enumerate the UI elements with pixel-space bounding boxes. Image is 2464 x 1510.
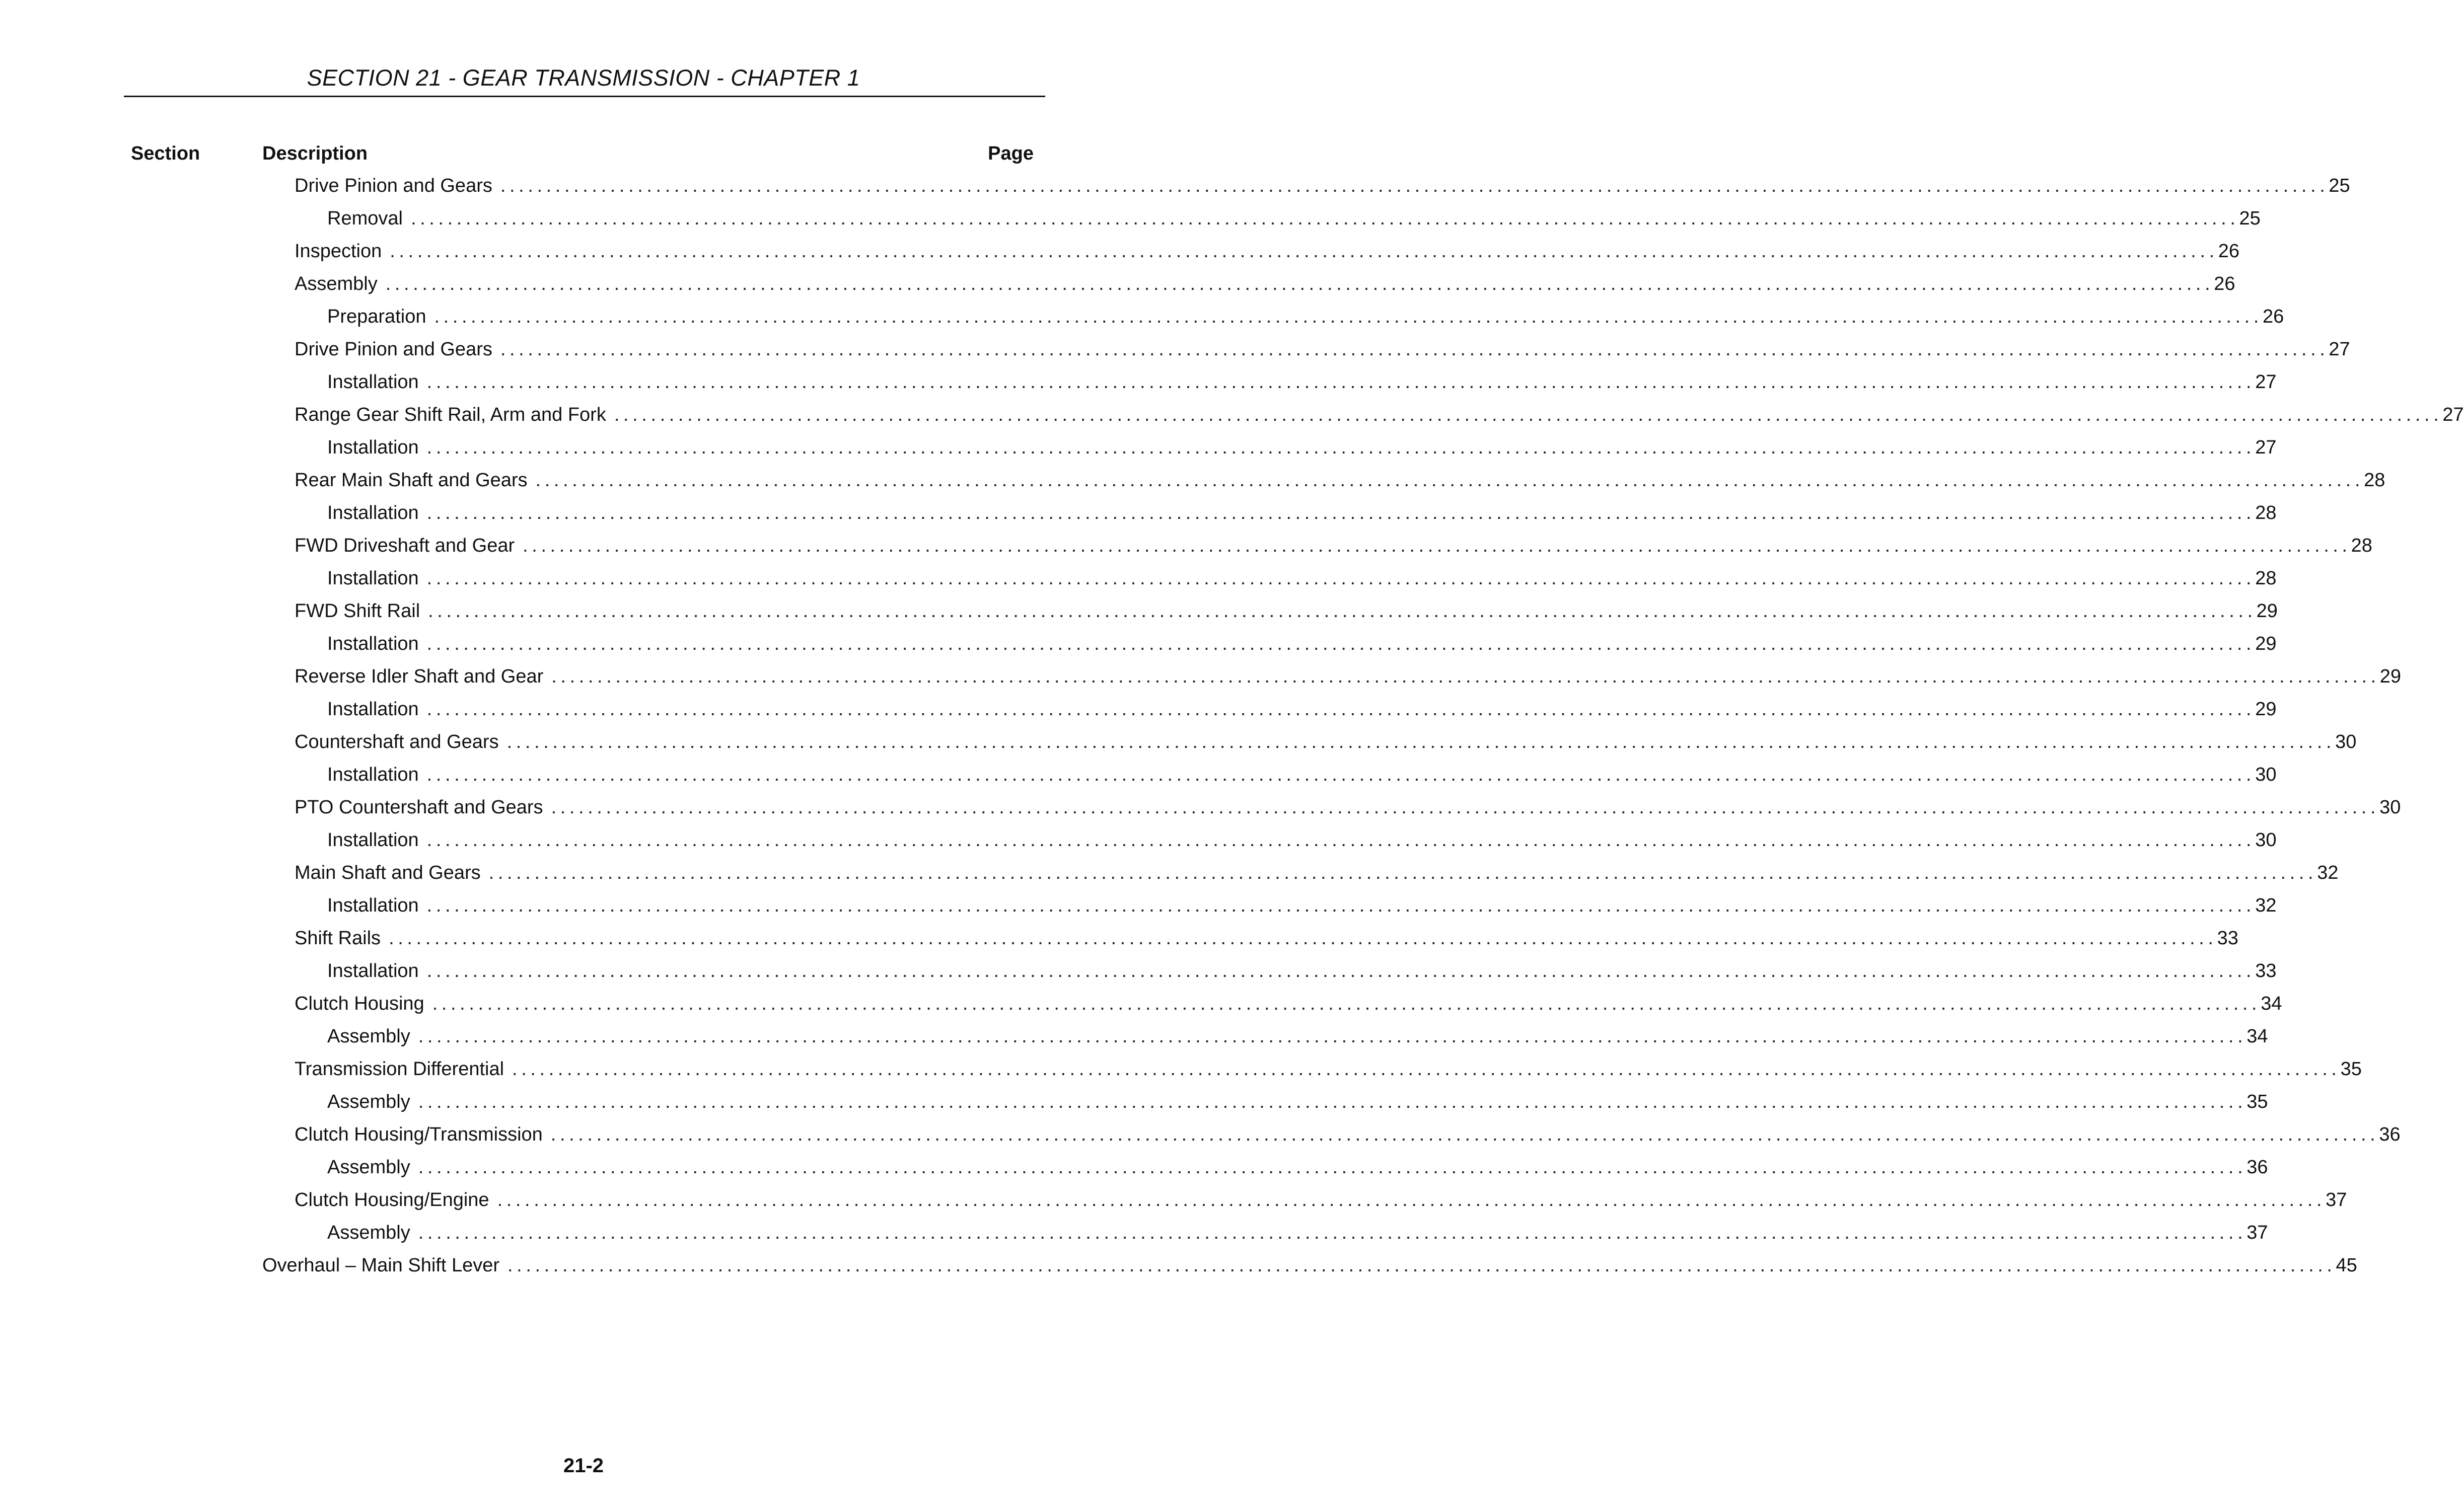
toc-entry	[295, 729, 2357, 754]
toc-entry-page: 28	[2255, 568, 2277, 589]
dot-leader: ........................................................................................................................................................................................................	[426, 829, 2256, 851]
dot-leader: ........................................................................................................................................................................................................	[508, 1255, 2336, 1276]
dot-leader: ........................................................................................................................................................................................................	[432, 993, 2261, 1014]
footer-page-number: 21-2	[563, 1455, 604, 1477]
dot-leader: ........................................................................................................................................................................................................	[426, 960, 2256, 981]
column-header-page: Page	[988, 143, 1034, 164]
toc-entry	[327, 369, 2277, 395]
dot-leader: ........................................................................................................................................................................................................	[410, 208, 2239, 229]
toc-entry-page: 27	[2255, 437, 2277, 458]
toc-entry-title: Installation	[327, 568, 419, 589]
dot-leader: ........................................................................................................................................................................................................	[426, 371, 2256, 393]
dot-leader: ........................................................................................................................................................................................................	[426, 502, 2256, 523]
toc-entry-title: Assembly	[327, 1026, 410, 1047]
toc-entry-title: Installation	[327, 633, 419, 654]
toc-entry	[327, 958, 2277, 984]
toc-entry-title: Installation	[327, 502, 419, 523]
dot-leader: ........................................................................................................................................................................................................	[418, 1157, 2247, 1178]
toc-entry	[295, 860, 2339, 885]
toc-entry-page: 32	[2255, 895, 2277, 916]
toc-entry-title: Installation	[327, 437, 419, 458]
dot-leader: ........................................................................................................................................................................................................	[551, 666, 2380, 687]
dot-leader: ........................................................................................................................................................................................................	[550, 1124, 2379, 1145]
toc-entry-title: Clutch Housing/Transmission	[295, 1124, 543, 1145]
toc-entry	[295, 598, 2278, 624]
toc-entry-page: 25	[2329, 175, 2350, 196]
toc-entry-title: Countershaft and Gears	[295, 731, 499, 752]
column-header-description: Description	[262, 143, 368, 164]
toc-entry-title: Installation	[327, 895, 419, 916]
toc-entry-page: 36	[2379, 1124, 2401, 1145]
toc-entry-page: 36	[2246, 1157, 2268, 1178]
toc-entry-title: Reverse Idler Shaft and Gear	[295, 666, 544, 687]
toc-entry-title: Installation	[327, 371, 419, 393]
toc-entry	[327, 1220, 2268, 1245]
toc-entry-title: Transmission Differential	[295, 1059, 504, 1080]
toc-entry	[295, 468, 2385, 493]
toc-entry-title: Clutch Housing	[295, 993, 424, 1014]
toc-entry	[295, 795, 2401, 820]
toc-entry-title: Drive Pinion and Gears	[295, 175, 492, 196]
toc-entry-title: Shift Rails	[295, 928, 381, 949]
toc-entry-title: FWD Driveshaft and Gear	[295, 535, 515, 556]
dot-leader: ........................................................................................................................................................................................................	[418, 1026, 2247, 1047]
dot-leader: ........................................................................................................................................................................................................	[390, 241, 2218, 262]
toc-entry-title: FWD Shift Rail	[295, 600, 420, 622]
toc-entry-title: Inspection	[295, 241, 382, 262]
toc-entry	[295, 991, 2282, 1016]
toc-entry-page: 37	[2326, 1189, 2347, 1211]
dot-leader: ........................................................................................................................................................................................................	[500, 339, 2329, 360]
toc-entry-title: Main Shaft and Gears	[295, 862, 481, 883]
toc-entry-page: 37	[2246, 1222, 2268, 1243]
dot-leader: ........................................................................................................................................................................................................	[497, 1189, 2326, 1211]
toc-entry-title: Installation	[327, 699, 419, 720]
toc-entry-title: Assembly	[327, 1222, 410, 1243]
toc-entry-title: Assembly	[327, 1157, 410, 1178]
toc-entry-title: Preparation	[327, 306, 426, 327]
toc-entry	[327, 1024, 2268, 1049]
dot-leader: ........................................................................................................................................................................................................	[523, 535, 2351, 556]
toc-entry-page: 32	[2317, 862, 2339, 883]
toc-entry-page: 29	[2379, 666, 2402, 687]
toc-entry	[327, 566, 2277, 591]
toc-entry	[295, 271, 2235, 296]
dot-leader: ........................................................................................................................................................................................................	[426, 568, 2256, 589]
toc-entry	[327, 304, 2284, 329]
toc-entry-page: 30	[2335, 731, 2357, 752]
toc-entry-page: 35	[2340, 1059, 2362, 1080]
toc-entry-page: 30	[2379, 797, 2401, 818]
dot-leader: ........................................................................................................................................................................................................	[551, 797, 2380, 818]
toc-entry	[295, 173, 2350, 198]
toc-entry	[295, 239, 2240, 264]
toc-entry	[327, 827, 2277, 853]
toc-entry-title: Installation	[327, 764, 419, 785]
dot-leader: ........................................................................................................................................................................................................	[434, 306, 2263, 327]
toc-entry	[295, 1056, 2362, 1082]
toc-entry	[327, 1089, 2268, 1114]
dot-leader: ........................................................................................................................................................................................................	[389, 928, 2217, 949]
toc-entry-title: Rear Main Shaft and Gears	[295, 470, 528, 491]
toc-entry	[327, 697, 2277, 722]
toc-entry-page: 30	[2255, 764, 2277, 785]
toc-entry-page: 26	[2214, 273, 2235, 294]
toc-entry-page: 29	[2255, 699, 2277, 720]
toc-entry-title: Assembly	[295, 273, 378, 294]
toc-entry	[295, 1187, 2347, 1213]
toc-entry	[295, 402, 2464, 427]
toc-entry	[295, 926, 2238, 951]
toc-entry-title: Installation	[327, 960, 419, 981]
dot-leader: ........................................................................................................................................................................................................	[418, 1222, 2247, 1243]
dot-leader: ........................................................................................................................................................................................................	[426, 437, 2256, 458]
toc-entry	[262, 1253, 2357, 1278]
toc-entry-title: Range Gear Shift Rail, Arm and Fork	[295, 404, 606, 425]
toc-entry	[295, 664, 2402, 689]
toc-entry-page: 33	[2255, 960, 2277, 981]
toc-entry-page: 26	[2218, 241, 2240, 262]
toc-entry-title: Installation	[327, 829, 419, 851]
dot-leader: ........................................................................................................................................................................................................	[500, 175, 2329, 196]
toc-entry-page: 27	[2442, 404, 2464, 425]
toc-entry	[295, 1122, 2401, 1147]
toc-entry-page: 35	[2246, 1091, 2268, 1112]
toc-entry	[327, 206, 2261, 231]
toc-entry-page: 27	[2255, 371, 2277, 393]
toc-entry	[295, 337, 2350, 362]
dot-leader: ........................................................................................................................................................................................................	[426, 699, 2256, 720]
toc-entry	[327, 500, 2277, 525]
toc-entry-page: 28	[2364, 470, 2385, 491]
dot-leader: ........................................................................................................................................................................................................	[418, 1091, 2247, 1112]
dot-leader: ........................................................................................................................................................................................................	[535, 470, 2364, 491]
toc-entry-page: 33	[2217, 928, 2238, 949]
dot-leader: ........................................................................................................................................................................................................	[385, 273, 2214, 294]
toc-entry	[327, 435, 2277, 460]
toc-entry	[295, 533, 2372, 558]
toc-entry	[327, 631, 2277, 656]
column-header-section: Section	[131, 143, 200, 164]
toc-entry-page: 27	[2329, 339, 2350, 360]
toc-entry	[327, 1155, 2268, 1180]
dot-leader: ........................................................................................................................................................................................................	[512, 1059, 2341, 1080]
dot-leader: ........................................................................................................................................................................................................	[614, 404, 2443, 425]
dot-leader: ........................................................................................................................................................................................................	[426, 895, 2256, 916]
toc-entry-title: Overhaul – Main Shift Lever	[262, 1255, 500, 1276]
toc-entry-page: 30	[2255, 829, 2277, 851]
toc-entry-page: 25	[2239, 208, 2261, 229]
toc-entry-title: Clutch Housing/Engine	[295, 1189, 489, 1211]
page-header-title: SECTION 21 - GEAR TRANSMISSION - CHAPTER 1	[307, 65, 860, 91]
dot-leader: ........................................................................................................................................................................................................	[488, 862, 2317, 883]
header-rule	[124, 96, 1045, 97]
toc-entry-title: Removal	[327, 208, 403, 229]
toc-entry-page: 28	[2255, 502, 2277, 523]
toc-entry	[327, 893, 2277, 918]
dot-leader: ........................................................................................................................................................................................................	[426, 764, 2256, 785]
toc-entry-page: 45	[2336, 1255, 2357, 1276]
toc-entry-page: 26	[2263, 306, 2284, 327]
toc-entry-page: 34	[2261, 993, 2282, 1014]
toc-entry-title: PTO Countershaft and Gears	[295, 797, 543, 818]
dot-leader: ........................................................................................................................................................................................................	[506, 731, 2336, 752]
dot-leader: ........................................................................................................................................................................................................	[426, 633, 2256, 654]
dot-leader: ........................................................................................................................................................................................................	[428, 600, 2257, 622]
toc-entry-title: Drive Pinion and Gears	[295, 339, 492, 360]
toc-entry-title: Assembly	[327, 1091, 410, 1112]
toc-entry	[327, 762, 2277, 787]
toc-entry-page: 34	[2246, 1026, 2268, 1047]
toc-entry-page: 29	[2256, 600, 2278, 622]
toc-entry-page: 28	[2351, 535, 2372, 556]
toc-entry-page: 29	[2255, 633, 2277, 654]
